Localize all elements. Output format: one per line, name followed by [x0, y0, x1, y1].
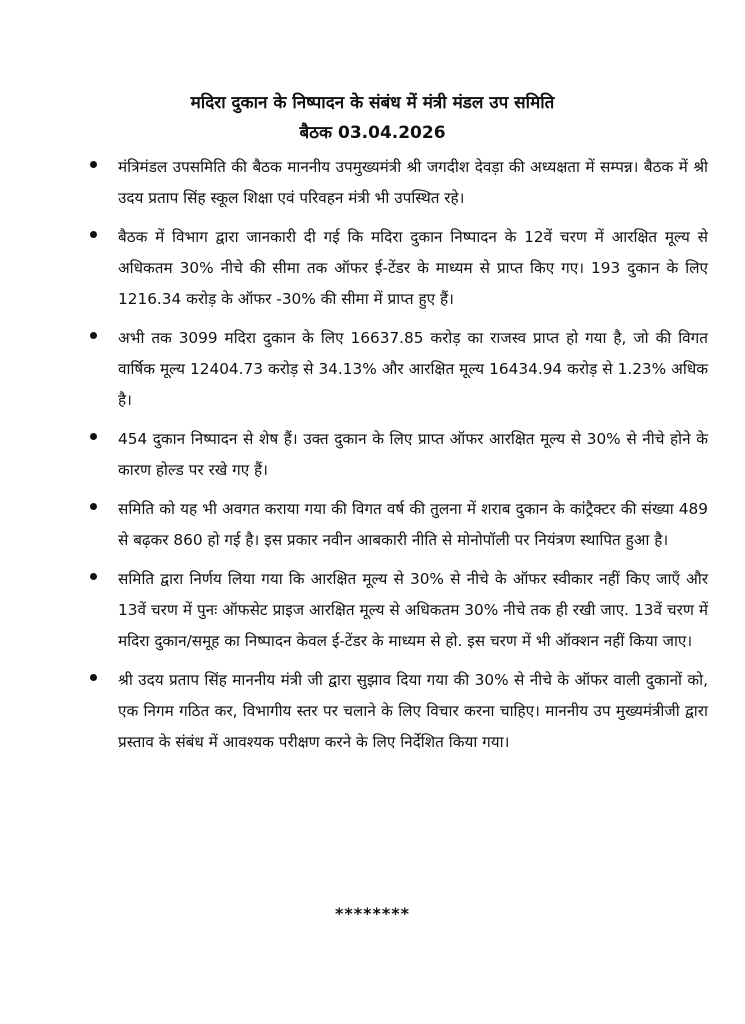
bullet-text: बैठक में विभाग द्वारा जानकारी दी गई कि मदिरा दुकान निष्पादन के 12वें चरण में आरक्षित मूल्य से अधिकतम 30% नीचे की सीमा तक ऑफर ई-टेंडर के माध्यम से प्राप्त किए गए। 193 दुकान के लिए 1216.34 करोड़ के ऑफर -30% की सीमा में प्राप्त हुए हैं।: [118, 228, 708, 308]
list-item: [88, 424, 708, 486]
bullet-icon: [90, 332, 97, 339]
list-item: [88, 222, 708, 315]
bullet-icon: [90, 231, 97, 238]
list-item: [88, 323, 708, 416]
bullet-text: समिति को यह भी अवगत कराया गया की विगत वर्ष की तुलना में शराब दुकान के कांट्रैक्टर की संख्या 489 से बढ़कर 860 हो गई है। इस प्रकार नवीन आबकारी नीति से मोनोपॉली पर नियंत्रण स्थापित हुआ है।: [118, 500, 708, 549]
list-item: [88, 564, 708, 657]
end-marker: ********: [335, 904, 410, 923]
document-title: मदिरा दुकान के निष्पादन के संबंध में मंत्री मंडल उप समिति: [190, 93, 555, 113]
bullet-text: मंत्रिमंडल उपसमिति की बैठक माननीय उपमुख्यमंत्री श्री जगदीश देवड़ा की अध्यक्षता में सम्पन्न। बैठक में श्री उदय प्रताप सिंह स्कूल शिक्षा एवं परिवहन मंत्री भी उपस्थित रहे।: [118, 158, 708, 207]
bullet-icon: [90, 674, 97, 681]
bullet-text: अभी तक 3099 मदिरा दुकान के लिए 16637.85 करोड़ का राजस्व प्राप्त हो गया है, जो की विगत वार्षिक मूल्य 12404.73 करोड़ से 34.13% और आरक्षित मूल्य 16434.94 करोड़ से 1.23% अधिक है।: [118, 329, 708, 409]
list-item: [88, 152, 708, 214]
bullet-text: समिति द्वारा निर्णय लिया गया कि आरक्षित मूल्य से 30% से नीचे के ऑफर स्वीकार नहीं किए जाएँ और 13वें चरण में पुनः ऑफसेट प्राइज आरक्षित मूल्य से अधिकतम 30% नीचे तक ही रखी जाए. 13वें चरण में मदिरा दुकान/समूह का निष्पादन केवल ई-टेंडर के माध्यम से हो. इस चरण में भी ऑक्शन नहीं किया जाए।: [118, 570, 708, 650]
bullet-text: 454 दुकान निष्पादन से शेष हैं। उक्त दुकान के लिए प्राप्त ऑफर आरक्षित मूल्य से 30% से नीचे होने के कारण होल्ड पर रखे गए हैं।: [118, 430, 708, 479]
meeting-date-heading: बैठक 03.04.2026: [299, 123, 446, 143]
bullet-icon: [90, 161, 97, 168]
list-item: [88, 494, 708, 556]
list-item: [88, 665, 708, 758]
minutes-bullet-list: [88, 152, 708, 766]
bullet-icon: [90, 433, 97, 440]
bullet-icon: [90, 573, 97, 580]
bullet-text: श्री उदय प्रताप सिंह माननीय मंत्री जी द्वारा सुझाव दिया गया की 30% से नीचे के ऑफर वाली दुकानों को, एक निगम गठित कर, विभागीय स्तर पर चलाने के लिए विचार करना चाहिए। माननीय उप मुख्यमंत्रीजी द्वारा प्रस्ताव के संबंध में आवश्यक परीक्षण करने के लिए निर्देशित किया गया।: [118, 671, 708, 751]
bullet-icon: [90, 503, 97, 510]
